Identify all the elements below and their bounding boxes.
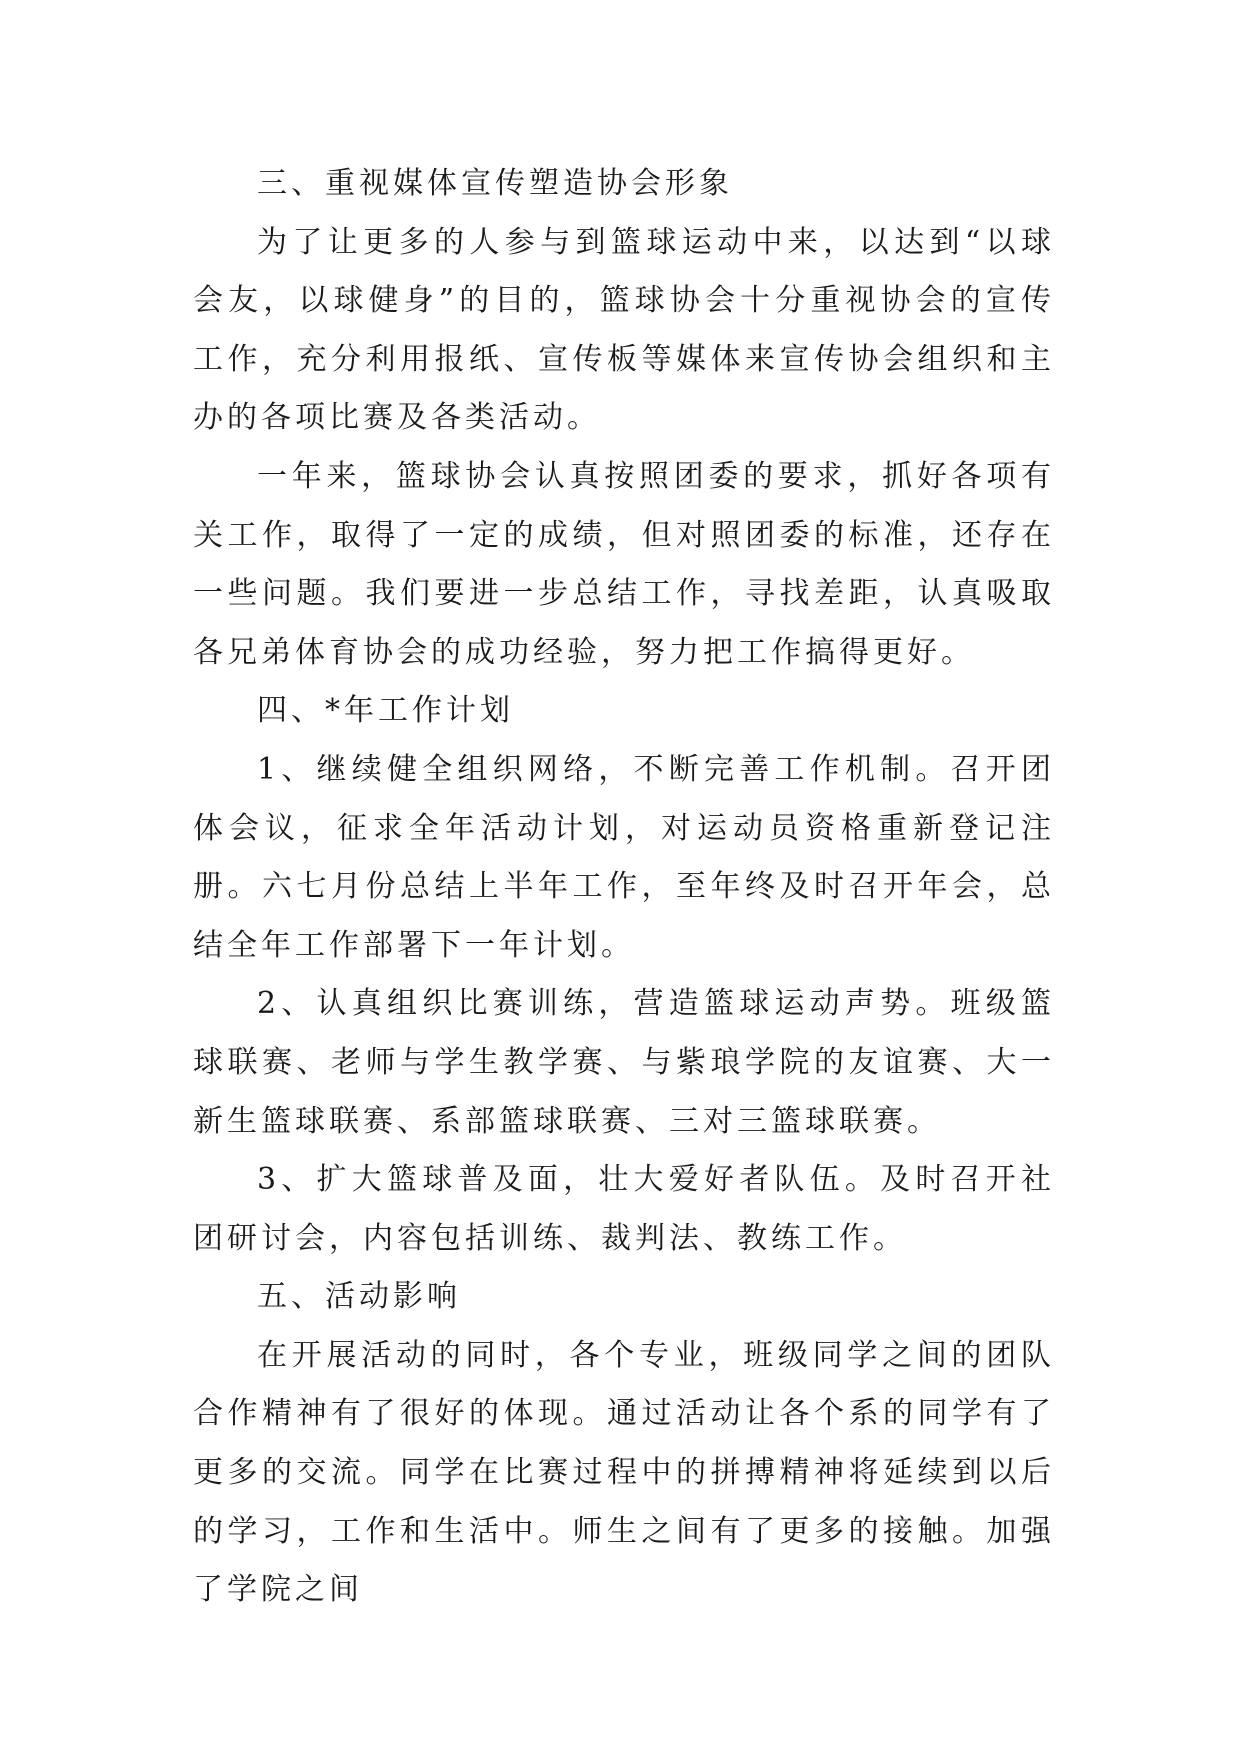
paragraph-plan-item-1: 1、继续健全组织网络，不断完善工作机制。召开团体会议，征求全年活动计划，对运动员资格重新登记注册。六七月份总结上半年工作，至年终及时召开年会，总结全年工作部署下一年计划。: [193, 751, 1055, 963]
heading-media-publicity: 三、重视媒体宣传塑造协会形象: [257, 166, 733, 201]
heading-work-plan: 四、*年工作计划: [257, 693, 514, 729]
paragraph-plan-item-3: 3、扩大篮球普及面，壮大爱好者队伍。及时召开社团研讨会，内容包括训练、裁判法、教练工作。: [193, 1162, 1055, 1256]
paragraph-plan-item-2: 2、认真组织比赛训练，营造篮球运动声势。班级篮球联赛、老师与学生教学赛、与紫琅学院的友谊赛、大一新生篮球联赛、系部篮球联赛、三对三篮球联赛。: [193, 986, 1055, 1139]
paragraph-year-summary: 一年来，篮球协会认真按照团委的要求，抓好各项有关工作，取得了一定的成绩，但对照团委的标准，还存在一些问题。我们要进一步总结工作，寻找差距，认真吸取各兄弟体育协会的成功经验，努力把工作搞得更好。: [193, 458, 1055, 670]
paragraph-activity-impact: 在开展活动的同时，各个专业，班级同学之间的团队合作精神有了很好的体现。通过活动让各个系的同学有了更多的交流。同学在比赛过程中的拼搏精神将延续到以后的学习，工作和生活中。师生之间有了更多的接触。加强了学院之间: [193, 1337, 1055, 1608]
paragraph-publicity-work: 为了让更多的人参与到篮球运动中来，以达到“以球会友，以球健身”的目的，篮球协会十分重视协会的宣传工作，充分利用报纸、宣传板等媒体来宣传协会组织和主办的各项比赛及各类活动。: [193, 224, 1055, 436]
document-body: [193, 155, 1055, 1620]
heading-activity-impact: 五、活动影响: [257, 1279, 461, 1315]
